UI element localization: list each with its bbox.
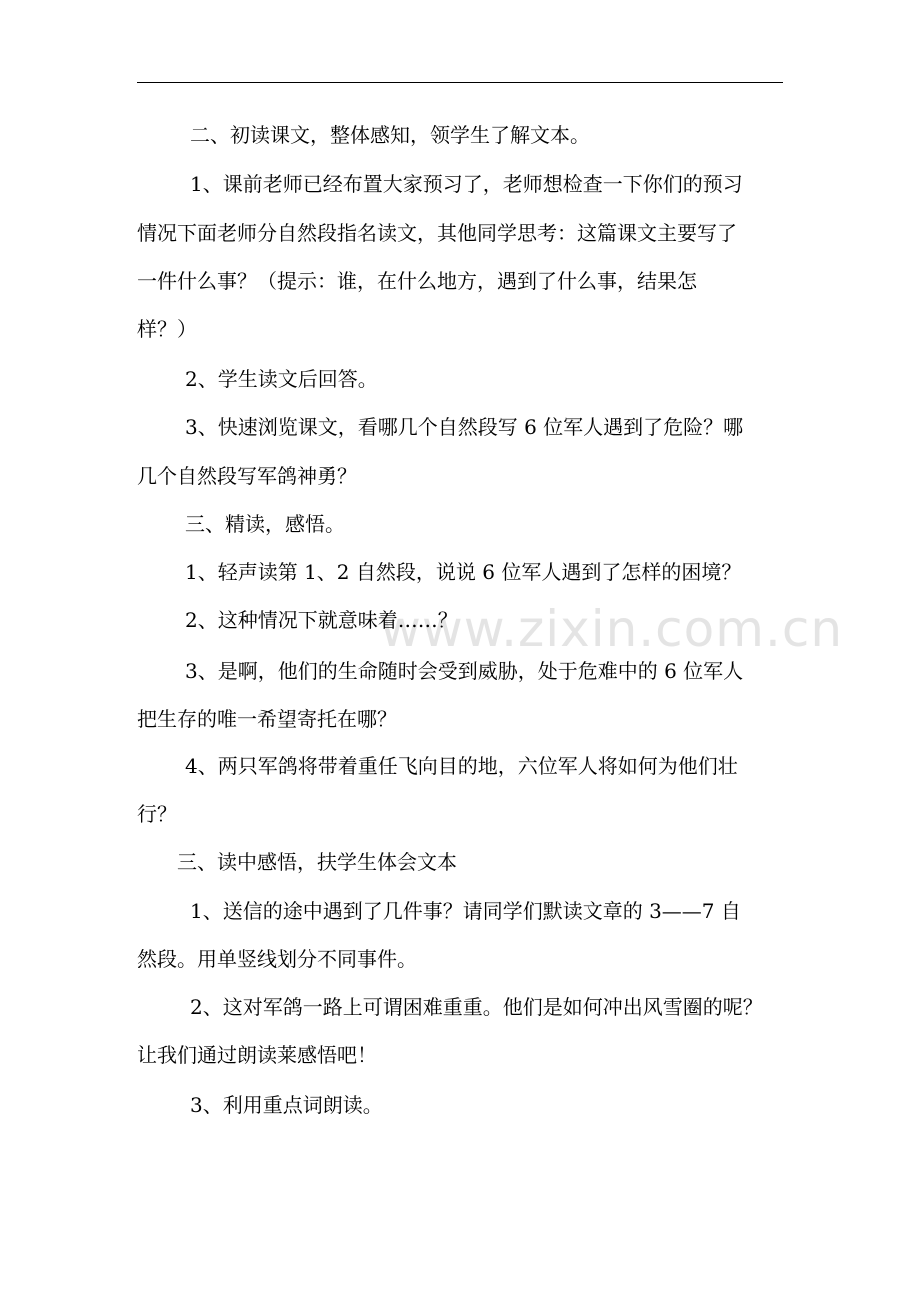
watermark: www.zixin.com.cn xyxy=(380,600,844,658)
text-line: 几个自然段写军鸽神勇？ xyxy=(137,464,357,488)
text-line: 2、学生读文后回答。 xyxy=(185,367,378,391)
text-line: 1、课前老师已经布置大家预习了，老师想检查一下你们的预习 xyxy=(190,172,743,196)
text-line: 1、送信的途中遇到了几件事？请同学们默读文章的 3——7 自 xyxy=(190,899,741,923)
text-line: 1、轻声读第 1、2 自然段，说说 6 位军人遇到了怎样的困境？ xyxy=(185,560,742,584)
text-line: 二、初读课文，整体感知，领学生了解文本。 xyxy=(190,123,590,147)
text-line: 4、两只军鸽将带着重任飞向目的地，六位军人将如何为他们壮 xyxy=(185,754,738,778)
text-line: 2、这种情况下就意味着……？ xyxy=(185,608,458,632)
text-line: 情况下面老师分自然段指名读文，其他同学思考：这篇课文主要写了 xyxy=(137,221,737,245)
text-line: 2、这对军鸽一路上可谓困难重重。他们是如何冲出风雪圈的呢？ xyxy=(190,995,763,1019)
text-line: 一件什么事？（提示：谁，在什么地方，遇到了什么事，结果怎 xyxy=(137,269,697,293)
text-line: 行？ xyxy=(137,802,177,826)
text-line: 三、读中感悟，扶学生体会文本 xyxy=(177,850,457,874)
text-line: 三、精读，感悟。 xyxy=(185,512,345,536)
text-line: 3、是啊，他们的生命随时会受到威胁，处于危难中的 6 位军人 xyxy=(185,659,744,683)
text-line: 然段。用单竖线划分不同事件。 xyxy=(137,947,417,971)
text-line: 3、快速浏览课文，看哪几个自然段写 6 位军人遇到了危险？哪 xyxy=(185,415,744,439)
text-line: 把生存的唯一希望寄托在哪？ xyxy=(137,707,397,731)
text-line: 3、利用重点词朗读。 xyxy=(190,1093,383,1117)
text-line: 让我们通过朗读莱感悟吧！ xyxy=(137,1043,377,1067)
text-line: 样？） xyxy=(137,317,197,341)
